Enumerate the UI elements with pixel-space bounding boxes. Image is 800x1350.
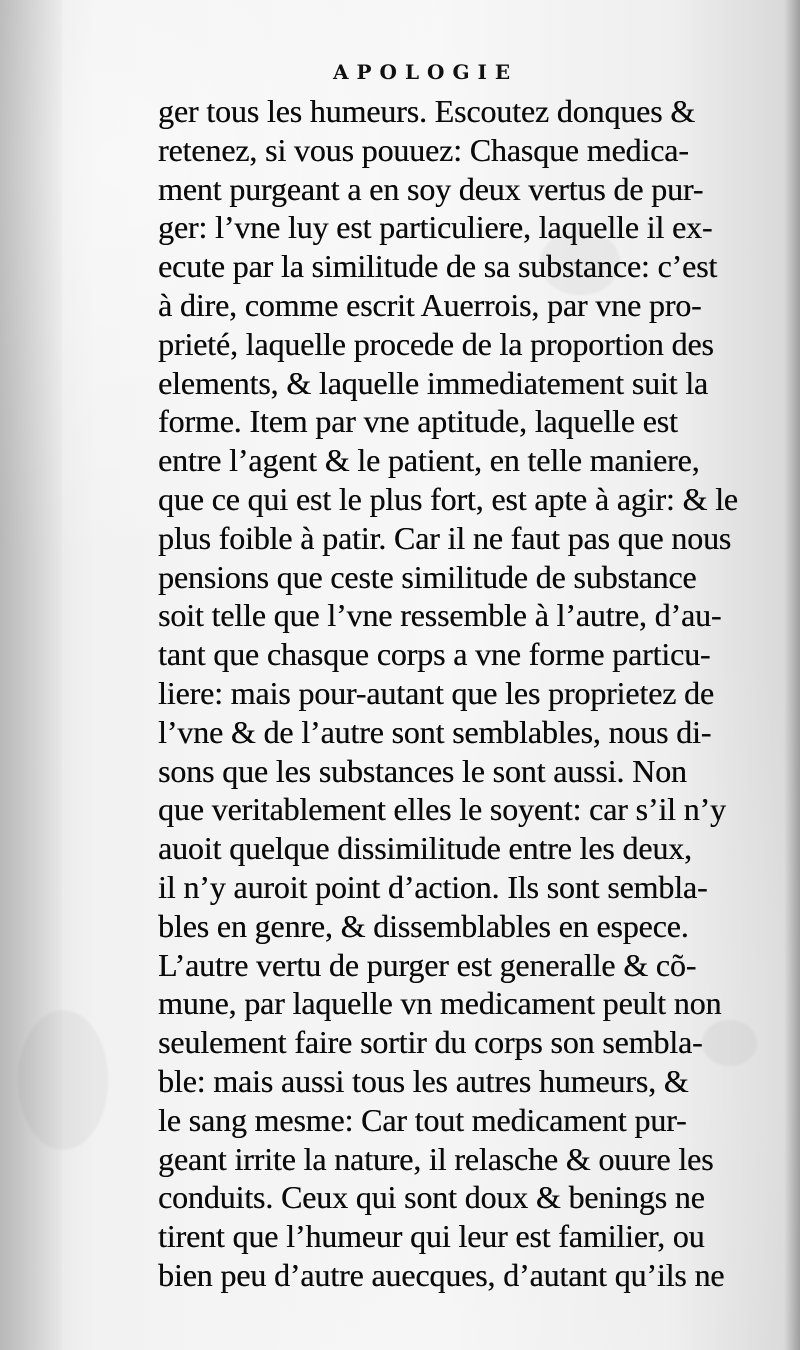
text-line: liere: mais pour-autant que les proprietez de	[158, 674, 714, 711]
text-line: il n’y auroit point d’action. Ils sont sembla-	[158, 868, 708, 905]
text-line: forme. Item par vne aptitude, laquelle est	[158, 403, 678, 440]
text-line: ecute par la similitude de sa substance: c’est	[158, 248, 718, 285]
text-line: sons que les substances le sont aussi. Non	[158, 752, 687, 789]
text-line: ment purgeant a en soy deux vertus de pur-	[158, 170, 704, 207]
text-line: entre l’agent & le patient, en telle maniere,	[158, 442, 700, 479]
body-text	[158, 92, 768, 1295]
text-line: tirent que l’humeur qui leur est familier, ou	[158, 1218, 705, 1255]
text-line: retenez, si vous pouuez: Chasque medica-	[158, 131, 689, 168]
text-line: que veritablement elles le soyent: car s’il n’y	[158, 791, 726, 828]
text-line: ger: l’vne luy est particuliere, laquelle il ex-	[158, 209, 713, 246]
text-line: prieté, laquelle procede de la proportion des	[158, 325, 714, 362]
text-line: geant irrite la nature, il relasche & ouure les	[158, 1140, 714, 1177]
text-line: elements, & laquelle immediatement suit la	[158, 364, 708, 401]
running-header: APOLOGIE	[333, 60, 519, 84]
text-line: seulement faire sortir du corps son sembla-	[158, 1024, 703, 1061]
text-line: à dire, comme escrit Auerrois, par vne pro-	[158, 286, 702, 323]
right-page-shadow	[784, 0, 800, 1350]
text-line: que ce qui est le plus fort, est apte à agir: & le	[158, 480, 738, 517]
paper-stain	[18, 1010, 108, 1150]
text-line: L’autre vertu de purger est generalle & cõ-	[158, 946, 697, 983]
text-line: pensions que ceste similitude de substance	[158, 558, 697, 595]
text-line: auoit quelque dissimilitude entre les deux,	[158, 830, 692, 867]
text-line: tant que chasque corps a vne forme particu-	[158, 636, 711, 673]
text-line: mune, par laquelle vn medicament peult non	[158, 985, 722, 1022]
text-line: le sang mesme: Car tout medicament pur-	[158, 1101, 687, 1138]
text-line: soit telle que l’vne ressemble à l’autre, d’au-	[158, 597, 722, 634]
text-line: bles en genre, & dissemblables en espece.	[158, 907, 689, 944]
text-line: conduits. Ceux qui sont doux & benings ne	[158, 1179, 705, 1216]
text-line: ger tous les humeurs. Escoutez donques &	[158, 93, 696, 129]
text-line: l’vne & de l’autre sont semblables, nous di-	[158, 713, 712, 750]
text-line: ble: mais aussi tous les autres humeurs, &	[158, 1062, 689, 1099]
text-line: bien peu d’autre auecques, d’autant qu’ils ne	[158, 1256, 725, 1293]
text-line: plus foible à patir. Car il ne faut pas que nous	[158, 519, 732, 556]
